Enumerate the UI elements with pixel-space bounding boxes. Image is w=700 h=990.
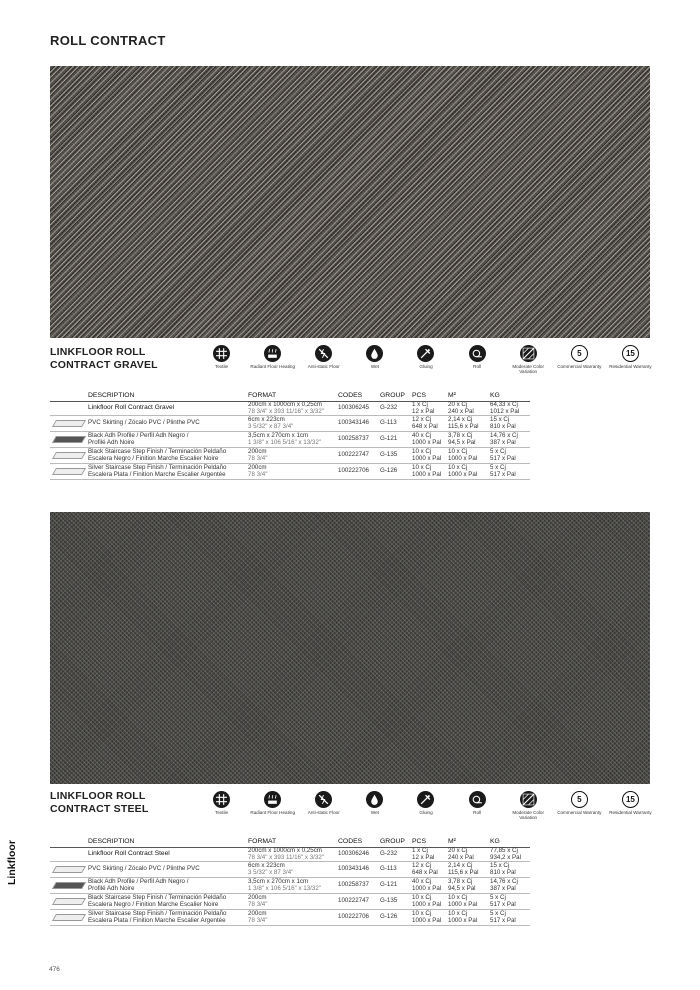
- pcs-box: 12 x Cj: [412, 416, 432, 424]
- kg-box: 64,33 x Cj: [490, 401, 518, 408]
- wet-icon-cell: [349, 345, 400, 385]
- row-thumbnail: [50, 862, 88, 878]
- cell-m2: [448, 432, 490, 448]
- cell-format: [248, 464, 338, 480]
- cell-code: 100222706: [338, 464, 380, 480]
- m2-pallet: 240 x Pal: [448, 407, 474, 415]
- commercial-warranty-icon-cell: [554, 791, 605, 831]
- cell-kg: [490, 432, 530, 448]
- icon-label: Textile: [215, 810, 229, 815]
- description-line2: Escalera Plata / Finition Marche Escalier Argentée: [88, 916, 226, 924]
- wet-icon-cell: [349, 791, 400, 831]
- cell-description: [88, 432, 248, 448]
- cell-description: [88, 910, 248, 926]
- row-thumbnail: [50, 464, 88, 480]
- description-line2: Profilé Adh Noire: [88, 884, 135, 892]
- pcs-pallet: 1000 x Pal: [412, 470, 442, 478]
- m2-box: 3,78 x Cj: [448, 878, 473, 886]
- format-metric: 200cm: [248, 448, 267, 456]
- pcs-box: 40 x Cj: [412, 432, 432, 440]
- icon-label: Textile: [215, 364, 229, 369]
- product-title-steel: [50, 790, 170, 816]
- cell-group: G-135: [380, 448, 412, 464]
- kg-pallet: 387 x Pal: [490, 884, 516, 892]
- accessory-thumbnail: [52, 436, 86, 443]
- pcs-pallet: 1000 x Pal: [412, 916, 442, 924]
- cell-code: 100222706: [338, 910, 380, 926]
- kg-pallet: 387 x Pal: [490, 438, 516, 446]
- table-row: [50, 878, 530, 894]
- format-metric: 200cm: [248, 464, 267, 472]
- icon-label: Radiant Floor Heating: [250, 810, 295, 815]
- format-imperial: 78 3/4": [248, 916, 268, 924]
- moderate-color-variation-icon-cell: [503, 791, 554, 831]
- header-kg: KG: [490, 837, 530, 848]
- format-imperial: 1 3/8" x 106 5/16" x 13/32": [248, 438, 321, 446]
- description-line1: PVC Skirting / Zócalo PVC / Plinthe PVC: [88, 419, 200, 427]
- pcs-box: 1 x Cj: [412, 401, 428, 408]
- gluing-icon-cell: [400, 791, 451, 831]
- accessory-thumbnail: [52, 866, 86, 873]
- cell-m2: [448, 894, 490, 910]
- cell-pcs: [412, 402, 448, 416]
- cell-kg: [490, 402, 530, 416]
- cell-pcs: [412, 878, 448, 894]
- row-thumbnail: [50, 448, 88, 464]
- cell-code: 100222747: [338, 894, 380, 910]
- spec-table-gravel: [50, 391, 530, 480]
- product-name-line2: CONTRACT STEEL: [50, 803, 149, 815]
- cell-group: G-113: [380, 862, 412, 878]
- header-thumb: [50, 837, 88, 848]
- cell-m2: [448, 448, 490, 464]
- format-metric: 200cm x 1000cm x 0,25cm: [248, 847, 322, 854]
- accessory-thumbnail: [52, 452, 86, 459]
- cell-group: G-135: [380, 894, 412, 910]
- m2-box: 2,14 x Cj: [448, 862, 473, 870]
- cell-code: 100306246: [338, 848, 380, 862]
- cell-pcs: [412, 862, 448, 878]
- format-imperial: 1 3/8" x 106 5/16" x 13/32": [248, 884, 321, 892]
- m2-box: 10 x Cj: [448, 464, 468, 472]
- m2-pallet: 94,5 x Pal: [448, 884, 476, 892]
- format-metric: 200cm x 1000cm x 0,25cm: [248, 401, 322, 408]
- header-pcs: PCS: [412, 391, 448, 402]
- residential-warranty-icon: 15: [622, 345, 639, 362]
- cell-code: 100343146: [338, 416, 380, 432]
- cell-format: [248, 894, 338, 910]
- m2-box: 20 x Cj: [448, 401, 468, 408]
- kg-box: 15 x Cj: [490, 862, 510, 870]
- cell-code: 100343146: [338, 862, 380, 878]
- description-line1: Linkfloor Roll Contract Gravel: [88, 404, 175, 412]
- cell-kg: [490, 910, 530, 926]
- kg-pallet: 517 x Pal: [490, 900, 516, 908]
- table-row: [50, 464, 530, 480]
- table-row: [50, 862, 530, 878]
- description-line1: PVC Skirting / Zócalo PVC / Plinthe PVC: [88, 865, 200, 873]
- roll-icon: [469, 791, 486, 808]
- accessory-thumbnail: [52, 420, 86, 427]
- gluing-icon: [417, 345, 434, 362]
- cell-m2: [448, 878, 490, 894]
- cell-kg: [490, 894, 530, 910]
- format-imperial: 78 3/4": [248, 900, 268, 908]
- icon-label: Moderate Color Variation: [512, 364, 545, 374]
- moderate-color-variation-icon-cell: [503, 345, 554, 385]
- table-row: [50, 416, 530, 432]
- description-line1: Black Staircase Step Finish / Terminación Peldaño: [88, 894, 227, 902]
- cell-format: [248, 432, 338, 448]
- cell-code: 100258737: [338, 432, 380, 448]
- header-m2: M²: [448, 391, 490, 402]
- accessory-thumbnail: [52, 468, 86, 475]
- format-metric: 3,5cm x 270cm x 1cm: [248, 878, 309, 886]
- cell-format: [248, 416, 338, 432]
- m2-pallet: 1000 x Pal: [448, 454, 478, 462]
- row-thumbnail: [50, 878, 88, 894]
- row-thumbnail: [50, 432, 88, 448]
- pcs-pallet: 648 x Pal: [412, 422, 438, 430]
- table-header-row: [50, 391, 530, 402]
- pcs-pallet: 12 x Pal: [412, 407, 435, 415]
- header-description: DESCRIPTION: [88, 837, 248, 848]
- icon-label: Anti-static Floor: [307, 364, 340, 369]
- pcs-pallet: 1000 x Pal: [412, 454, 442, 462]
- header-format: FORMAT: [248, 391, 338, 402]
- cell-m2: [448, 862, 490, 878]
- anti-static-floor-icon-cell: [298, 345, 349, 385]
- description-line1: Black Staircase Step Finish / Terminación Peldaño: [88, 448, 227, 456]
- cell-code: 100222747: [338, 448, 380, 464]
- radiant-floor-heating-icon: [264, 345, 281, 362]
- format-imperial: 78 3/4": [248, 470, 268, 478]
- icon-label: Wet: [370, 364, 379, 369]
- icon-label: Wet: [370, 810, 379, 815]
- cell-pcs: [412, 464, 448, 480]
- textile-icon-cell: [196, 791, 247, 831]
- header-kg: KG: [490, 391, 530, 402]
- format-imperial: 3 5/32" x 87 3/4": [248, 422, 294, 430]
- cell-description: [88, 894, 248, 910]
- format-imperial: 78 3/4" x 393 11/16" x 3/32": [248, 853, 324, 861]
- cell-group: G-121: [380, 878, 412, 894]
- pcs-box: 10 x Cj: [412, 894, 432, 902]
- cell-code: 100258737: [338, 878, 380, 894]
- pcs-box: 12 x Cj: [412, 862, 432, 870]
- m2-pallet: 94,5 x Pal: [448, 438, 476, 446]
- kg-box: 5 x Cj: [490, 894, 506, 902]
- radiant-floor-heating-icon: [264, 791, 281, 808]
- cell-format: [248, 448, 338, 464]
- textile-icon: [213, 345, 230, 362]
- cell-pcs: [412, 848, 448, 862]
- description-line1: Linkfloor Roll Contract Steel: [88, 850, 170, 858]
- swatch-image-gravel: [50, 66, 650, 338]
- row-thumbnail: [50, 848, 88, 862]
- kg-pallet: 810 x Pal: [490, 868, 516, 876]
- pcs-pallet: 1000 x Pal: [412, 900, 442, 908]
- format-metric: 6cm x 223cm: [248, 416, 285, 424]
- icon-label: Commercial Warranty: [557, 364, 602, 369]
- cell-pcs: [412, 910, 448, 926]
- m2-box: 10 x Cj: [448, 448, 468, 456]
- residential-warranty-icon-cell: [605, 791, 656, 831]
- header-m2: M²: [448, 837, 490, 848]
- brand-logo: Linkfloor: [6, 840, 18, 885]
- cell-group: G-121: [380, 432, 412, 448]
- cell-kg: [490, 464, 530, 480]
- accessory-thumbnail: [52, 898, 86, 905]
- cell-pcs: [412, 432, 448, 448]
- feature-icons-steel: [196, 791, 656, 831]
- cell-m2: [448, 416, 490, 432]
- wet-icon: [366, 791, 383, 808]
- pcs-box: 1 x Cj: [412, 847, 428, 854]
- wet-icon: [366, 345, 383, 362]
- cell-group: G-232: [380, 402, 412, 416]
- cell-kg: [490, 448, 530, 464]
- format-metric: 3,5cm x 270cm x 1cm: [248, 432, 309, 440]
- row-thumbnail: [50, 402, 88, 416]
- commercial-warranty-icon: 5: [571, 791, 588, 808]
- roll-icon-cell: [452, 345, 503, 385]
- icon-label: Gluing: [419, 364, 433, 369]
- icon-label: Gluing: [419, 810, 433, 815]
- description-line2: Escalera Negro / Finition Marche Escalier Noire: [88, 454, 219, 462]
- anti-static-floor-icon-cell: [298, 791, 349, 831]
- kg-pallet: 810 x Pal: [490, 422, 516, 430]
- anti-static-floor-icon: [315, 791, 332, 808]
- cell-format: [248, 402, 338, 416]
- cell-kg: [490, 848, 530, 862]
- header-codes: CODES: [338, 837, 380, 848]
- table-row: [50, 848, 530, 862]
- cell-description: [88, 416, 248, 432]
- feature-icons-gravel: [196, 345, 656, 385]
- radiant-floor-heating-icon-cell: [247, 345, 298, 385]
- kg-pallet: 1012 x Pal: [490, 407, 520, 415]
- cell-group: G-126: [380, 464, 412, 480]
- format-metric: 200cm: [248, 894, 267, 902]
- cell-m2: [448, 464, 490, 480]
- kg-box: 5 x Cj: [490, 448, 506, 456]
- pcs-box: 10 x Cj: [412, 910, 432, 918]
- product-title-gravel: [50, 346, 170, 372]
- description-line1: Black Adh Profile / Perfil Adh Negro /: [88, 878, 189, 886]
- icon-label: Radiant Floor Heating: [250, 364, 295, 369]
- table-row: [50, 448, 530, 464]
- kg-box: 5 x Cj: [490, 910, 506, 918]
- cell-group: G-126: [380, 910, 412, 926]
- cell-description: [88, 464, 248, 480]
- m2-pallet: 240 x Pal: [448, 853, 474, 861]
- spec-table-steel: [50, 837, 530, 926]
- cell-pcs: [412, 894, 448, 910]
- header-description: DESCRIPTION: [88, 391, 248, 402]
- description-line2: Escalera Negro / Finition Marche Escalier Noire: [88, 900, 219, 908]
- kg-box: 14,76 x Cj: [490, 432, 518, 440]
- icon-label: Commercial Warranty: [557, 810, 602, 815]
- page-title: ROLL CONTRACT: [50, 33, 166, 48]
- kg-pallet: 517 x Pal: [490, 916, 516, 924]
- description-line2: Profilé Adh Noire: [88, 438, 135, 446]
- cell-format: [248, 878, 338, 894]
- icon-label: Roll: [473, 364, 482, 369]
- header-pcs: PCS: [412, 837, 448, 848]
- kg-pallet: 517 x Pal: [490, 470, 516, 478]
- m2-box: 10 x Cj: [448, 894, 468, 902]
- cell-code: 100306245: [338, 402, 380, 416]
- moderate-color-variation-icon: [520, 791, 537, 808]
- roll-icon-cell: [452, 791, 503, 831]
- cell-m2: [448, 848, 490, 862]
- moderate-color-variation-icon: [520, 345, 537, 362]
- cell-m2: [448, 402, 490, 416]
- icon-label: Residential Warranty: [609, 810, 652, 815]
- cell-description: [88, 448, 248, 464]
- m2-box: 10 x Cj: [448, 910, 468, 918]
- icon-label: Residential Warranty: [609, 364, 652, 369]
- header-group: GROUP: [380, 391, 412, 402]
- pcs-box: 10 x Cj: [412, 464, 432, 472]
- anti-static-floor-icon: [315, 345, 332, 362]
- accessory-thumbnail: [52, 882, 86, 889]
- textile-icon: [213, 791, 230, 808]
- m2-pallet: 1000 x Pal: [448, 470, 478, 478]
- kg-box: 5 x Cj: [490, 464, 506, 472]
- residential-warranty-icon-cell: [605, 345, 656, 385]
- gluing-icon-cell: [400, 345, 451, 385]
- m2-pallet: 115,6 x Pal: [448, 868, 479, 876]
- m2-pallet: 1000 x Pal: [448, 900, 478, 908]
- m2-pallet: 1000 x Pal: [448, 916, 478, 924]
- header-group: GROUP: [380, 837, 412, 848]
- format-metric: 6cm x 223cm: [248, 862, 285, 870]
- cell-group: G-232: [380, 848, 412, 862]
- m2-box: 3,78 x Cj: [448, 432, 473, 440]
- table-header-row: [50, 837, 530, 848]
- pcs-pallet: 648 x Pal: [412, 868, 438, 876]
- kg-box: 77,85 x Cj: [490, 847, 518, 854]
- pcs-pallet: 1000 x Pal: [412, 438, 442, 446]
- commercial-warranty-icon-cell: [554, 345, 605, 385]
- product-name-line2: CONTRACT GRAVEL: [50, 359, 158, 371]
- product-name-line1: LINKFLOOR ROLL: [50, 790, 146, 802]
- commercial-warranty-icon: 5: [571, 345, 588, 362]
- pcs-pallet: 12 x Pal: [412, 853, 435, 861]
- cell-pcs: [412, 416, 448, 432]
- row-thumbnail: [50, 910, 88, 926]
- header-format: FORMAT: [248, 837, 338, 848]
- cell-description: [88, 402, 248, 416]
- icon-label: Anti-static Floor: [307, 810, 340, 815]
- cell-group: G-113: [380, 416, 412, 432]
- icon-label: Moderate Color Variation: [512, 810, 545, 820]
- format-imperial: 3 5/32" x 87 3/4": [248, 868, 294, 876]
- pcs-box: 10 x Cj: [412, 448, 432, 456]
- cell-format: [248, 862, 338, 878]
- radiant-floor-heating-icon-cell: [247, 791, 298, 831]
- m2-box: 20 x Cj: [448, 847, 468, 854]
- format-imperial: 78 3/4" x 393 11/16" x 3/32": [248, 407, 324, 415]
- header-codes: CODES: [338, 391, 380, 402]
- roll-icon: [469, 345, 486, 362]
- swatch-image-steel: [50, 512, 650, 784]
- cell-format: [248, 910, 338, 926]
- icon-label: Roll: [473, 810, 482, 815]
- description-line2: Escalera Plata / Finition Marche Escalier Argentée: [88, 470, 226, 478]
- kg-box: 15 x Cj: [490, 416, 510, 424]
- cell-kg: [490, 878, 530, 894]
- table-row: [50, 894, 530, 910]
- m2-pallet: 115,6 x Pal: [448, 422, 479, 430]
- textile-icon-cell: [196, 345, 247, 385]
- residential-warranty-icon: 15: [622, 791, 639, 808]
- cell-kg: [490, 416, 530, 432]
- format-metric: 200cm: [248, 910, 267, 918]
- m2-box: 2,14 x Cj: [448, 416, 473, 424]
- description-line1: Silver Staircase Step Finish / Terminación Peldaño: [88, 910, 227, 918]
- pcs-box: 40 x Cj: [412, 878, 432, 886]
- format-imperial: 78 3/4": [248, 454, 268, 462]
- table-row: [50, 910, 530, 926]
- header-thumb: [50, 391, 88, 402]
- cell-description: [88, 848, 248, 862]
- row-thumbnail: [50, 894, 88, 910]
- cell-kg: [490, 862, 530, 878]
- pcs-pallet: 1000 x Pal: [412, 884, 442, 892]
- product-name-line1: LINKFLOOR ROLL: [50, 346, 146, 358]
- kg-pallet: 934,2 x Pal: [490, 853, 521, 861]
- cell-pcs: [412, 448, 448, 464]
- cell-format: [248, 848, 338, 862]
- cell-description: [88, 862, 248, 878]
- description-line1: Silver Staircase Step Finish / Terminación Peldaño: [88, 464, 227, 472]
- table-row: [50, 402, 530, 416]
- kg-box: 14,76 x Cj: [490, 878, 518, 886]
- cell-description: [88, 878, 248, 894]
- cell-m2: [448, 910, 490, 926]
- kg-pallet: 517 x Pal: [490, 454, 516, 462]
- row-thumbnail: [50, 416, 88, 432]
- gluing-icon: [417, 791, 434, 808]
- table-row: [50, 432, 530, 448]
- description-line1: Black Adh Profile / Perfil Adh Negro /: [88, 432, 189, 440]
- accessory-thumbnail: [52, 914, 86, 921]
- page-number: 476: [49, 966, 60, 973]
